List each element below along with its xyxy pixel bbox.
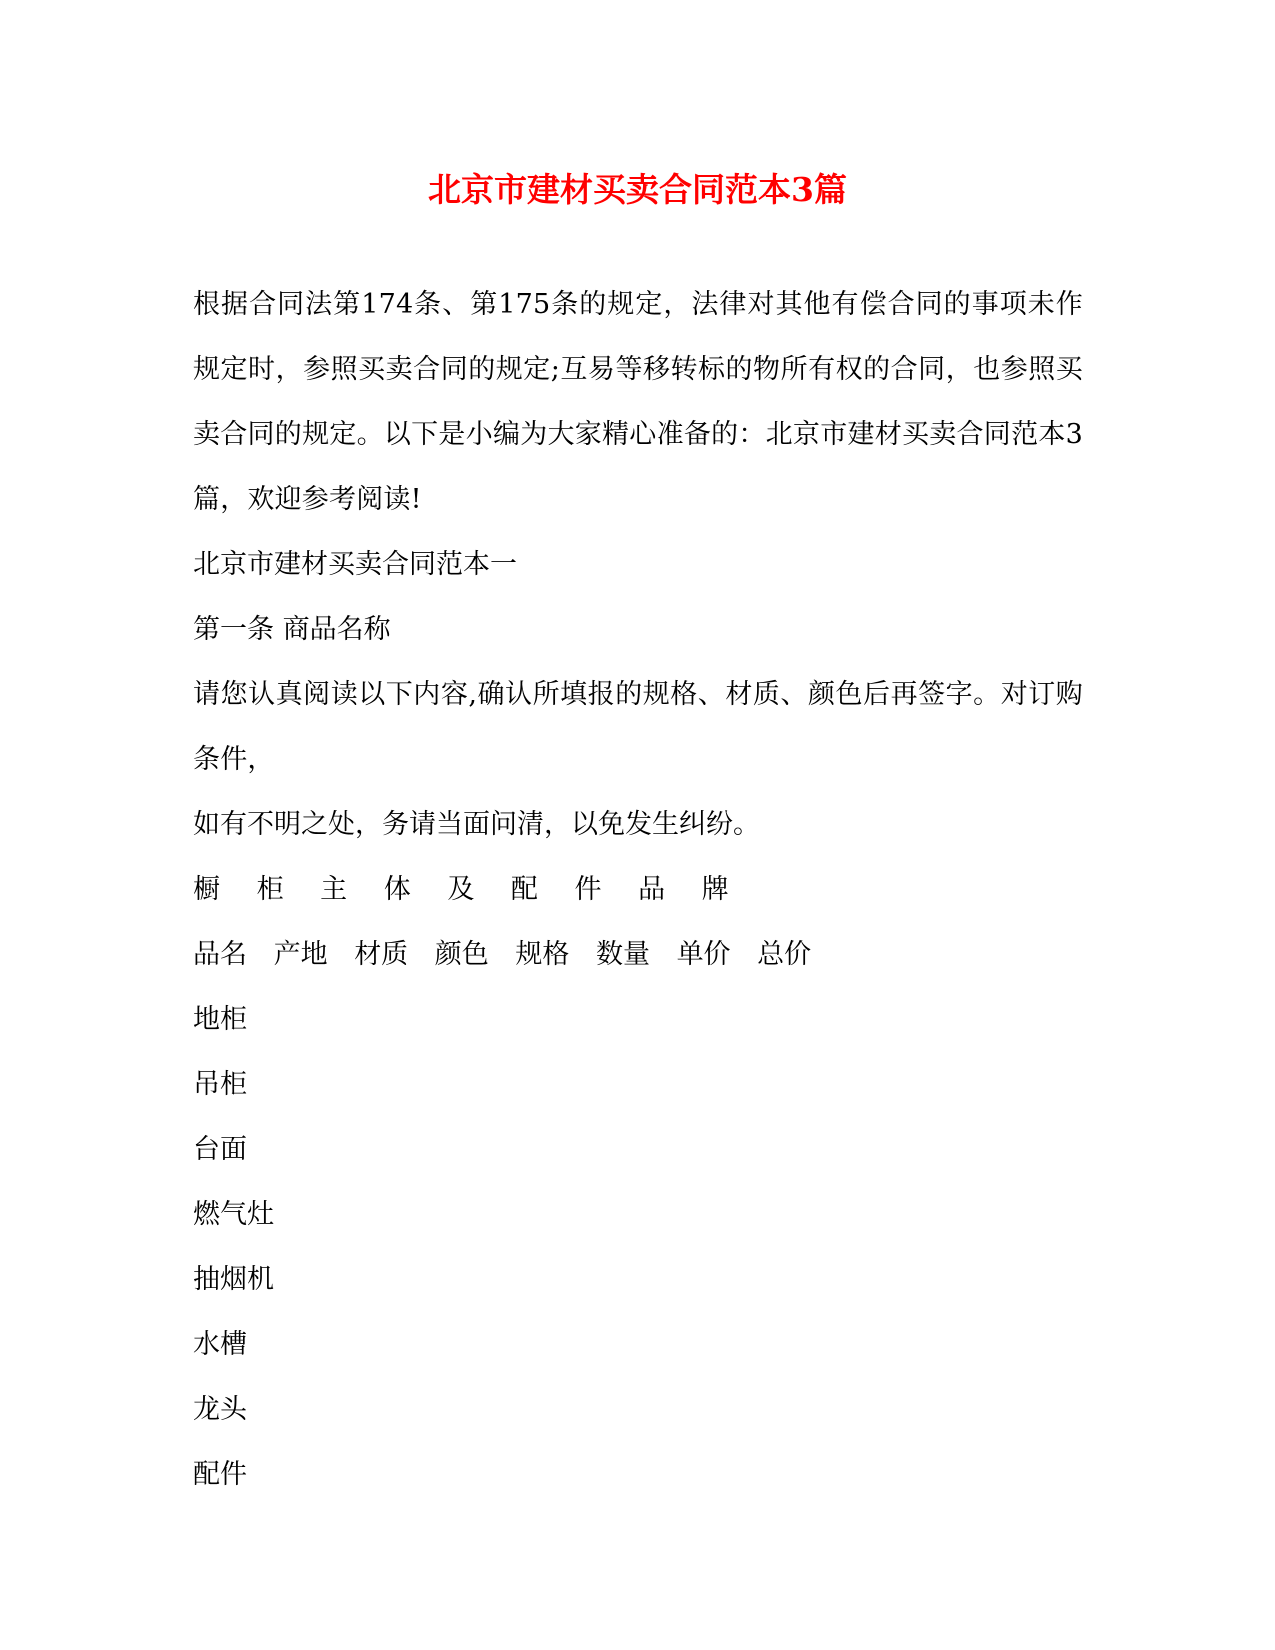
item-row: 台面 (193, 1134, 247, 1165)
item-row: 燃气灶 (193, 1199, 274, 1230)
table-header-cell: 颜色 (434, 939, 489, 970)
table-header-cell: 单价 (676, 939, 731, 970)
cabinet-heading: 橱 柜 主 体 及 配 件 品 牌 (193, 874, 743, 905)
intro-paragraph: 根据合同法第174条、第175条的规定，法律对其他有偿合同的事项未作规定时，参照买卖合同的规定;互易等移转标的物所有权的合同，也参照买卖合同的规定。以下是小编为大家精心准备的：北京市建材买卖合同范本3篇，欢迎参考阅读! (193, 289, 1083, 515)
article-heading: 第一条 商品名称 (193, 614, 391, 645)
table-header-cell: 材质 (354, 939, 409, 970)
table-header-cell: 品名 (193, 939, 247, 970)
item-row: 抽烟机 (193, 1264, 274, 1295)
notice-paragraph: 请您认真阅读以下内容,确认所填报的规格、材质、颜色后再签字。对订购条件， (193, 679, 1083, 775)
item-row: 龙头 (193, 1394, 247, 1425)
table-header-row (193, 922, 1083, 987)
document-body (193, 272, 1083, 1507)
section-title: 北京市建材买卖合同范本一 (193, 549, 517, 580)
notice-paragraph-2: 如有不明之处，务请当面问清，以免发生纠纷。 (193, 809, 760, 840)
item-row: 地柜 (193, 1004, 247, 1035)
item-row: 吊柜 (193, 1069, 247, 1100)
item-row: 配件 (193, 1459, 247, 1490)
item-row: 水槽 (193, 1329, 247, 1360)
table-header-cell: 数量 (595, 939, 650, 970)
table-header-cell: 规格 (515, 939, 570, 970)
document-title: 北京市建材买卖合同范本3篇 (428, 170, 847, 209)
table-header-cell: 总价 (757, 939, 812, 970)
table-header-cell: 产地 (273, 939, 328, 970)
